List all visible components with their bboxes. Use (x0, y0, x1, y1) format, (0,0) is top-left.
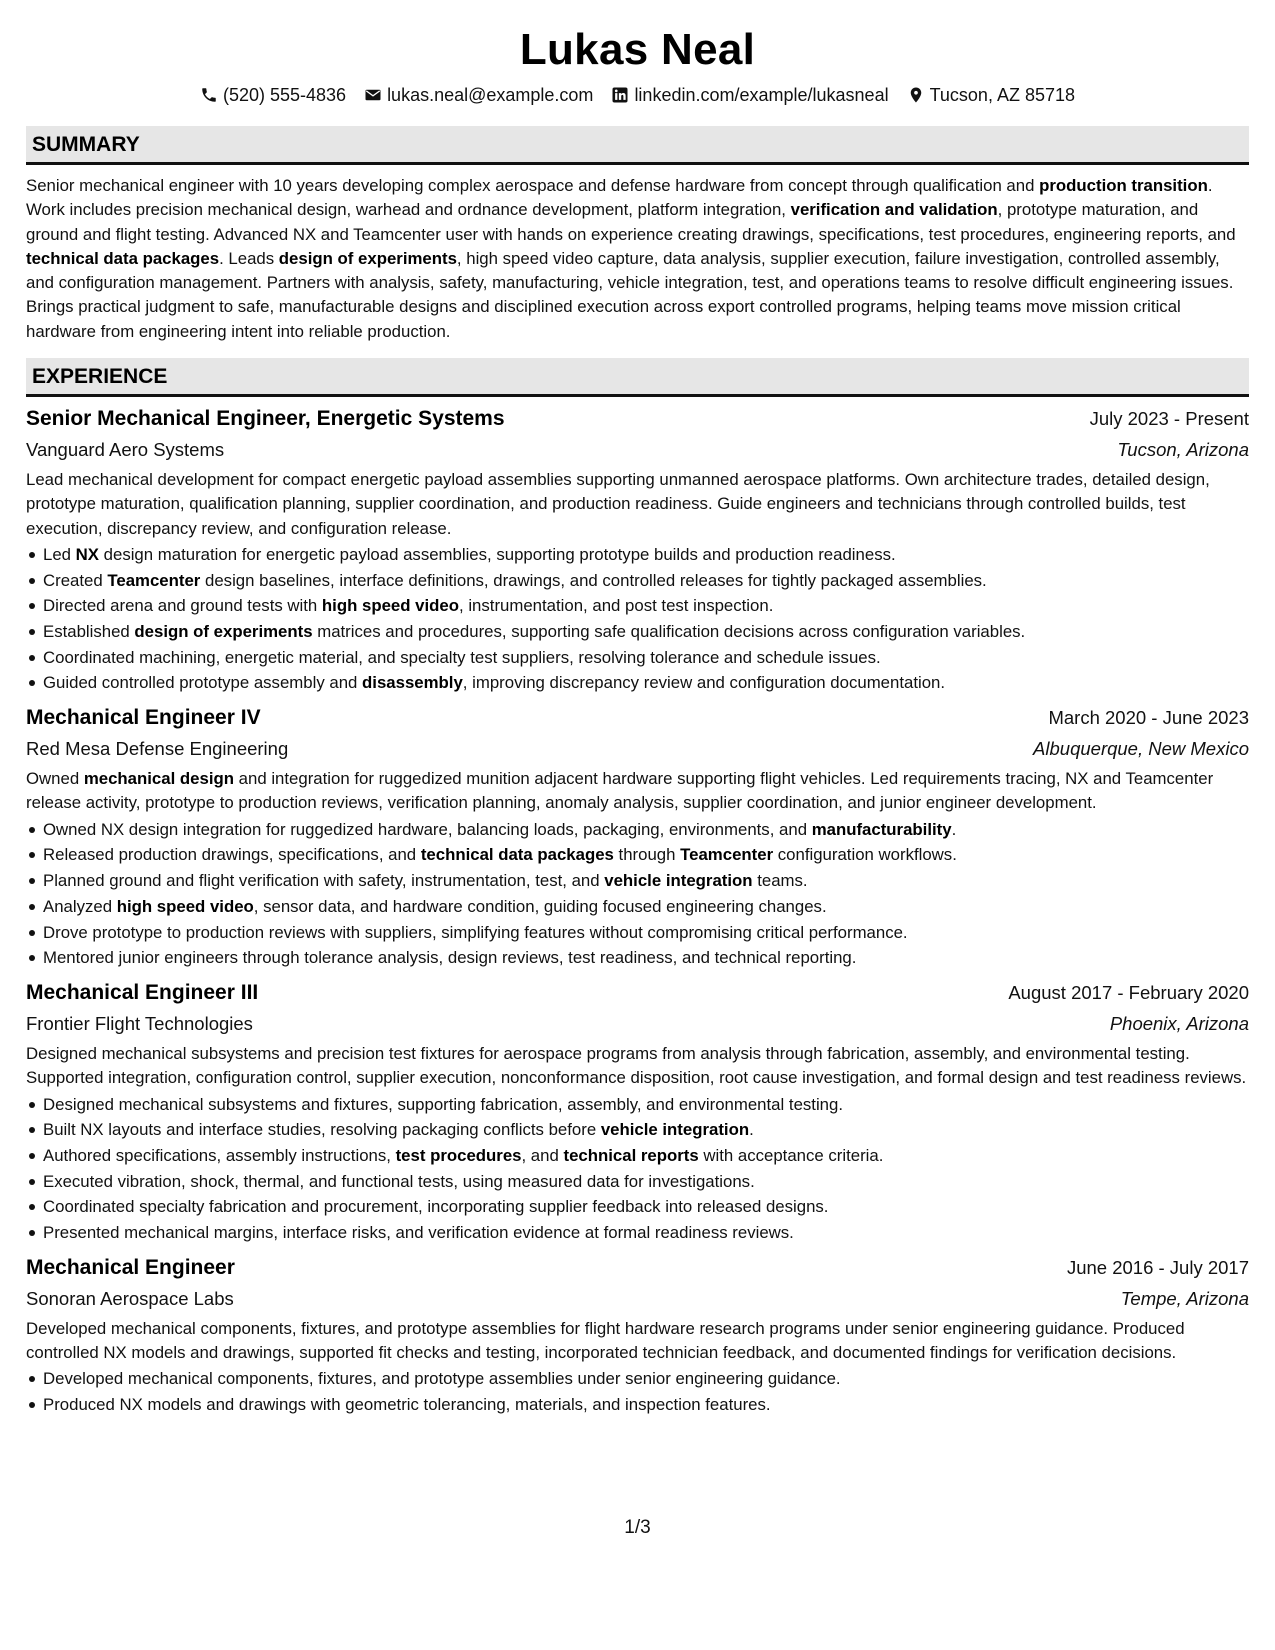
body-text: , instrumentation, and post test inspection. (459, 596, 774, 616)
contact-location (907, 83, 1075, 107)
bullet-item (26, 1169, 1249, 1195)
job-location: Tempe, Arizona (1120, 1287, 1249, 1309)
job-description (26, 468, 1249, 541)
body-text: Presented mechanical margins, interface risks, and verification evidence at formal readiness reviews. (43, 1223, 794, 1243)
bullet-item (26, 568, 1249, 594)
emphasis-text: vehicle integration (604, 871, 753, 891)
body-text: Developed mechanical components, fixtures, and prototype assemblies for flight hardware research programs under senior engineering guidance. Produced controlled NX models and drawings, supported fit checks and testing, incorporated technician feedback, and documented findings for verification decisions. (26, 1318, 1185, 1363)
job-location: Phoenix, Arizona (1109, 1013, 1249, 1034)
job-bullets (26, 1092, 1249, 1246)
body-text: with acceptance criteria. (698, 1146, 884, 1165)
contact-email[interactable] (364, 83, 593, 107)
bullet-item (26, 593, 1249, 619)
body-text: . Work includes precision mechanical design, warhead and ordnance development, platform integration, (26, 176, 1213, 220)
job-bullets (26, 542, 1249, 696)
bullet-item (26, 1366, 1249, 1392)
body-text: . (951, 819, 957, 839)
bullet-item (26, 1143, 1249, 1169)
bullet-item (26, 1092, 1249, 1118)
job-entry-1 (26, 405, 1249, 696)
body-text: Guided controlled prototype assembly and (43, 673, 363, 693)
job-dates: July 2023 - Present (1089, 408, 1249, 430)
summary-heading: SUMMARY (26, 126, 1249, 165)
job-title: Mechanical Engineer (26, 1255, 235, 1279)
body-text: Designed mechanical subsystems and fixtures, supporting fabrication, assembly, and environmental testing. (43, 1094, 844, 1114)
job-location: Tucson, Arizona (1117, 439, 1249, 461)
body-text: Coordinated specialty fabrication and procurement, incorporating supplier feedback into released designs. (43, 1197, 829, 1217)
emphasis-text: high speed video (116, 896, 254, 916)
job-bullets (26, 817, 1249, 971)
job-dates: June 2016 - July 2017 (1066, 1256, 1249, 1278)
body-text: , sensor data, and hardware condition, guiding focused engineering changes. (253, 896, 827, 916)
summary-text (26, 174, 1249, 344)
bullet-item (26, 842, 1249, 868)
body-text: , prototype maturation, and ground and flight testing. Advanced NX and Teamcenter user with hands on experience creating drawings, specifications, test procedures, engineering reports, and (26, 200, 1236, 244)
emphasis-text: technical data packages (420, 845, 614, 865)
location-pin-icon (907, 86, 925, 104)
emphasis-text: NX (75, 544, 99, 564)
emphasis-text: high speed video (321, 596, 459, 616)
body-text: , improving discrepancy review and configuration documentation. (462, 673, 946, 693)
experience-heading: EXPERIENCE (26, 358, 1249, 397)
body-text: Analyzed (43, 896, 117, 916)
contact-linkedin-text: linkedin.com/example/lukasneal (634, 85, 889, 105)
job-entry-2 (26, 704, 1249, 971)
body-text: Developed mechanical components, fixtures, and prototype assemblies under senior engineering guidance. (43, 1369, 841, 1389)
body-text: Led (43, 544, 76, 564)
job-company: Vanguard Aero Systems (26, 439, 225, 461)
emphasis-text: vehicle integration (600, 1120, 750, 1140)
bullet-item (26, 1392, 1249, 1418)
emphasis-text: production transition (1039, 176, 1208, 195)
body-text: . Leads (219, 248, 279, 268)
emphasis-text: technical reports (563, 1146, 699, 1165)
contact-bar (26, 83, 1249, 107)
bullet-item (26, 894, 1249, 920)
body-text: Produced NX models and drawings with geometric tolerancing, materials, and inspection features. (43, 1395, 771, 1415)
body-text: Released production drawings, specifications, and (43, 845, 421, 865)
body-text: Designed mechanical subsystems and precision test fixtures for aerospace programs from analysis through fabrication, assembly, and environmental testing. Supported integration, configuration control, supplier execution, nonconformance disposition, root cause investigation, and formal design and test readiness reviews. (26, 1044, 1247, 1088)
emphasis-text: Teamcenter (680, 845, 774, 865)
body-text: teams. (752, 871, 808, 891)
job-description (26, 1317, 1249, 1366)
contact-location-text: Tucson, AZ 85718 (929, 85, 1076, 105)
body-text: Senior mechanical engineer with 10 years developing complex aerospace and defense hardware from concept through qualification and (26, 176, 1040, 195)
bullet-item (26, 1194, 1249, 1220)
body-text: , high speed video capture, data analysis, supplier execution, failure investigation, controlled assembly, and configuration management. Partners with analysis, safety, manufacturing, vehicle integration, test, and operations teams to resolve difficult engineering issues. Brings practical judgment to safe, manufacturable designs and disciplined execution across export controlled programs, helping teams move mission critical hardware from engineering intent into reliable production. (26, 248, 1234, 341)
bullet-item (26, 868, 1249, 894)
body-text: and integration for ruggedized munition adjacent hardware supporting flight vehicles. Led requirements tracing, NX and Teamcenter release activity, prototype to production reviews, verification planning, anomaly analysis, supplier coordination, and junior engineer development. (26, 769, 1214, 813)
body-text: Owned (26, 769, 84, 789)
contact-email-text: lukas.neal@example.com (387, 85, 594, 105)
body-text: Planned ground and flight verification with safety, instrumentation, test, and (43, 871, 605, 891)
bullet-item (26, 1117, 1249, 1143)
candidate-name: Lukas Neal (519, 25, 756, 74)
emphasis-text: manufacturability (811, 819, 952, 839)
body-text: . (749, 1120, 754, 1140)
body-text: through (613, 845, 681, 865)
bullet-item (26, 817, 1249, 843)
phone-icon (200, 86, 218, 104)
body-text: Owned NX design integration for ruggedized hardware, balancing loads, packaging, environments, and (43, 819, 812, 839)
body-text: design maturation for energetic payload assemblies, supporting prototype builds and production readiness. (98, 544, 896, 564)
body-text: Drove prototype to production reviews with suppliers, simplifying features without compromising critical performance. (43, 922, 908, 942)
job-description (26, 767, 1249, 816)
job-company: Red Mesa Defense Engineering (26, 738, 289, 760)
bullet-item (26, 645, 1249, 671)
page-number: 1/3 (624, 1517, 651, 1538)
emphasis-text: design of experiments (134, 622, 313, 642)
bullet-item (26, 1220, 1249, 1246)
emphasis-text: test procedures (395, 1146, 522, 1165)
job-title: Mechanical Engineer IV (26, 706, 261, 730)
job-entry-3 (26, 979, 1249, 1246)
body-text: Directed arena and ground tests with (43, 596, 322, 616)
body-text: Mentored junior engineers through tolerance analysis, design reviews, test readiness, and technical reporting. (43, 948, 857, 968)
emphasis-text: design of experiments (278, 248, 457, 268)
body-text: matrices and procedures, supporting safe qualification decisions across configuration variables. (312, 622, 1026, 642)
job-company: Frontier Flight Technologies (26, 1013, 253, 1034)
body-text: , and (521, 1146, 564, 1165)
job-bullets (26, 1366, 1249, 1417)
body-text: Coordinated machining, energetic material, and specialty test suppliers, resolving tolerance and schedule issues. (43, 647, 881, 667)
contact-phone-text: (520) 555-4836 (222, 85, 347, 105)
body-text: Established (43, 622, 135, 642)
bullet-item (26, 945, 1249, 971)
email-icon (364, 86, 382, 104)
bullet-item (26, 542, 1249, 568)
job-dates: March 2020 - June 2023 (1048, 707, 1249, 729)
emphasis-text: disassembly (362, 673, 463, 693)
job-location: Albuquerque, New Mexico (1033, 738, 1249, 760)
experience-list (26, 405, 1249, 1418)
body-text: configuration workflows. (773, 845, 957, 865)
body-text: design baselines, interface definitions, drawings, and controlled releases for tightly packaged assemblies. (200, 570, 987, 590)
emphasis-text: technical data packages (26, 248, 220, 268)
job-entry-4 (26, 1254, 1249, 1418)
emphasis-text: mechanical design (83, 769, 234, 789)
bullet-item (26, 920, 1249, 946)
contact-linkedin[interactable] (611, 83, 888, 107)
contact-phone[interactable] (200, 83, 346, 107)
bullet-item (26, 670, 1249, 696)
body-text: Authored specifications, assembly instructions, (43, 1146, 396, 1165)
body-text: Created (43, 570, 108, 590)
linkedin-icon (611, 86, 629, 104)
job-dates: August 2017 - February 2020 (1008, 982, 1249, 1003)
body-text: Executed vibration, shock, thermal, and functional tests, using measured data for investigations. (43, 1171, 755, 1191)
job-title: Mechanical Engineer III (26, 981, 259, 1004)
emphasis-text: Teamcenter (107, 570, 201, 590)
body-text: Lead mechanical development for compact energetic payload assemblies supporting unmanned aerospace platforms. Own architecture trades, detailed design, prototype maturation, qualification planning, supplier coordination, and production readiness. Guide engineers and technicians through controlled builds, test execution, discrepancy review, and configuration release. (26, 470, 1210, 538)
job-description (26, 1042, 1249, 1091)
bullet-item (26, 619, 1249, 645)
job-company: Sonoran Aerospace Labs (26, 1287, 234, 1309)
job-title: Senior Mechanical Engineer, Energetic Systems (26, 407, 505, 431)
emphasis-text: verification and validation (790, 200, 998, 220)
body-text: Built NX layouts and interface studies, resolving packaging conflicts before (43, 1120, 601, 1140)
